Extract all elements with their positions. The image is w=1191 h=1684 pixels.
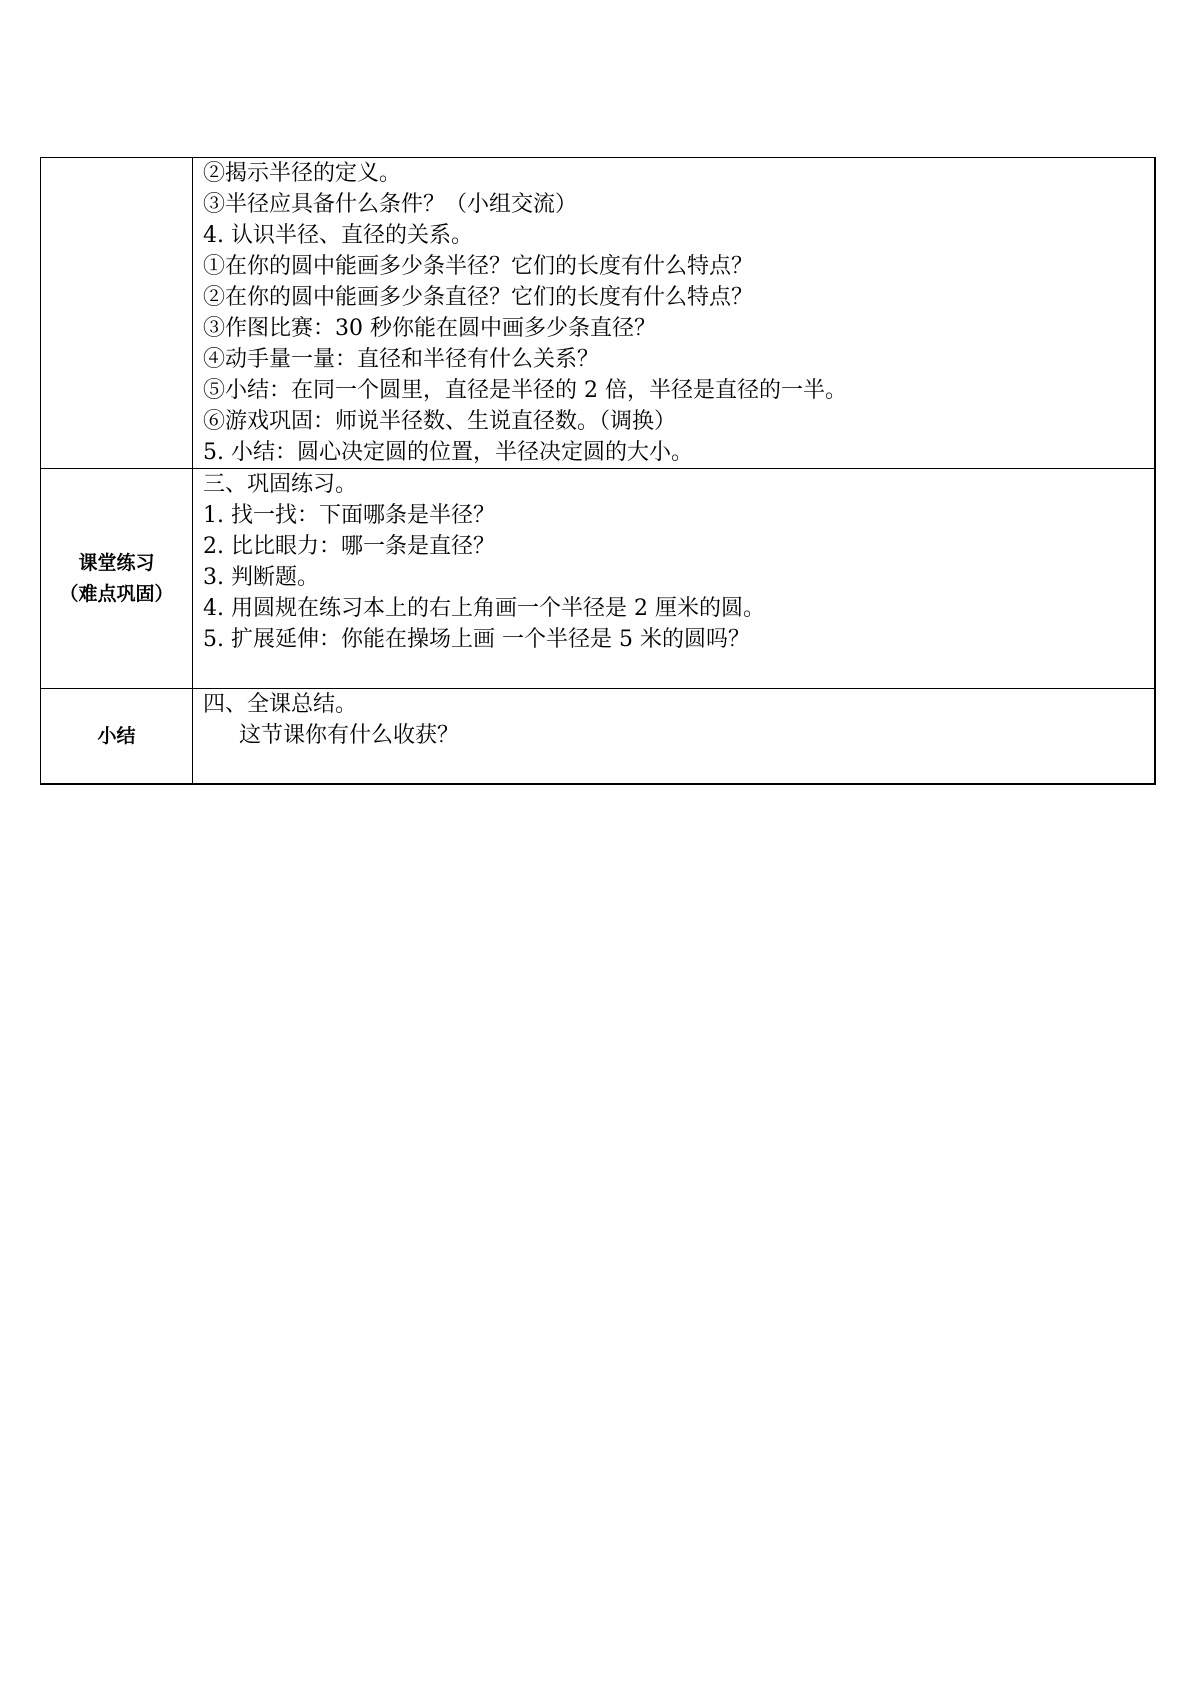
row-label-empty	[41, 158, 193, 469]
content-line: ③半径应具备什么条件？（小组交流）	[203, 192, 578, 217]
table-row-classroom-practice	[41, 469, 1155, 689]
content-line: ⑤小结：在同一个圆里，直径是半径的 2 倍，半径是直径的一半。	[203, 378, 847, 403]
label-line: （难点巩固）	[59, 582, 174, 605]
row-content-practice	[193, 469, 1155, 689]
row-label-classroom-practice	[41, 469, 193, 689]
row-label-summary	[41, 689, 193, 785]
label-line: 小结	[97, 724, 136, 747]
content-line: 2. 比比眼力：哪一条是直径？	[203, 534, 495, 559]
content-line: 5. 扩展延伸：你能在操场上画 一个半径是 5 米的圆吗？	[203, 627, 750, 652]
content-line: 4. 用圆规在练习本上的右上角画一个半径是 2 厘米的圆。	[203, 596, 765, 621]
content-line: 4. 认识半径、直径的关系。	[203, 223, 473, 248]
content-line: ②揭示半径的定义。	[203, 161, 402, 186]
row-content-summary	[193, 689, 1155, 785]
content-line: 3. 判断题。	[203, 565, 319, 590]
table-row-summary	[41, 689, 1155, 785]
content-line: 三、巩固练习。	[203, 472, 358, 497]
content-line: ①在你的圆中能画多少条半径？它们的长度有什么特点？	[203, 254, 754, 279]
content-line: 这节课你有什么收获？	[239, 723, 460, 748]
content-line: ③作图比赛：30 秒你能在圆中画多少条直径？	[203, 316, 656, 341]
lesson-plan-table	[40, 157, 1156, 785]
content-line: 1. 找一找：下面哪条是半径？	[203, 503, 495, 528]
row-content-radius-diameter	[193, 158, 1155, 469]
label-line: 课堂练习	[78, 551, 155, 574]
content-line: ⑥游戏巩固：师说半径数、生说直径数。（调换）	[203, 409, 677, 434]
content-line: 5. 小结：圆心决定圆的位置，半径决定圆的大小。	[203, 440, 693, 465]
content-line: ②在你的圆中能画多少条直径？它们的长度有什么特点？	[203, 285, 754, 310]
content-line: ④动手量一量：直径和半径有什么关系？	[203, 347, 600, 372]
table-row-teaching-process	[41, 158, 1155, 469]
content-line: 四、全课总结。	[203, 692, 358, 717]
